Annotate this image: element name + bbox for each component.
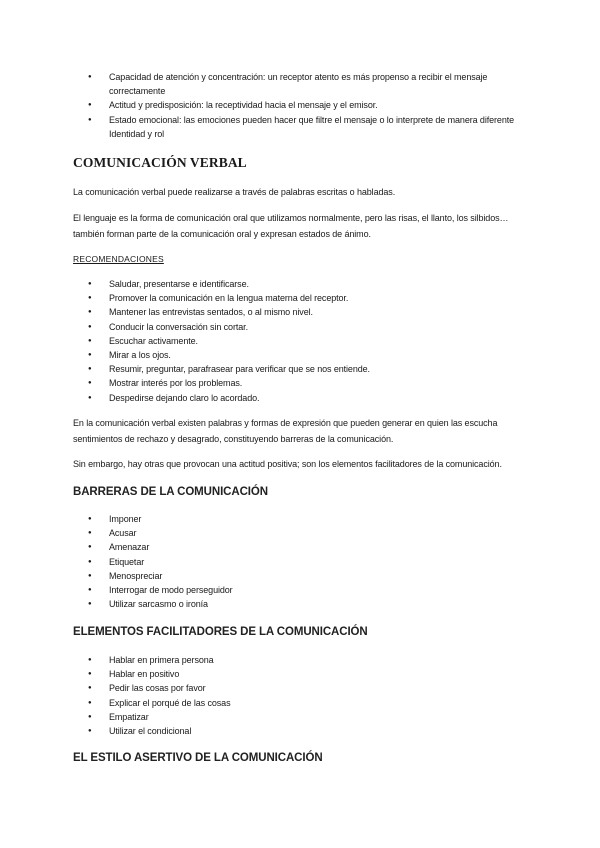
section-title-verbal: COMUNICACIÓN VERBAL <box>73 155 247 170</box>
list-item: ● Utilizar sarcasmo o ironía <box>0 597 600 611</box>
recomendaciones-label: RECOMENDACIONES <box>73 254 164 264</box>
list-item: ● Menospreciar <box>0 569 600 583</box>
list-item: ● Mostrar interés por los problemas. <box>0 376 600 390</box>
list-item: ● Etiquetar <box>0 555 600 569</box>
recomendaciones-list <box>0 277 600 405</box>
list-item: ● Capacidad de atención y concentración: un receptor atento es más propenso a recibir el mensaje correctamente <box>0 70 600 98</box>
list-item: ● Despedirse dejando claro lo acordado. <box>0 391 600 405</box>
paragraph-verbal-3: En la comunicación verbal existen palabras y formas de expresión que pueden generar en quien las escucha sentimientos de rechazo y desagrado, constituyendo barreras de la comunicación. <box>73 418 498 444</box>
list-item: ● Hablar en positivo <box>0 667 600 681</box>
list-item: ● Mantener las entrevistas sentados, o al mismo nivel. <box>0 305 600 319</box>
list-item: ● Actitud y predisposición: la receptividad hacia el mensaje y el emisor. <box>0 98 600 112</box>
list-item: ● Pedir las cosas por favor <box>0 681 600 695</box>
list-item: ● Explicar el porqué de las cosas <box>0 696 600 710</box>
list-item: ● Utilizar el condicional <box>0 724 600 738</box>
intro-list <box>0 70 600 141</box>
list-item: ● Empatizar <box>0 710 600 724</box>
paragraph-verbal-1: La comunicación verbal puede realizarse a través de palabras escritas o habladas. <box>73 187 396 197</box>
list-item: ● Escuchar activamente. <box>0 334 600 348</box>
barreras-list <box>0 512 600 611</box>
list-item: ● Conducir la conversación sin cortar. <box>0 320 600 334</box>
list-item: ● Hablar en primera persona <box>0 653 600 667</box>
section-title-asertivo: EL ESTILO ASERTIVO DE LA COMUNICACIÓN <box>73 752 323 764</box>
paragraph-verbal-2: El lenguaje es la forma de comunicación oral que utilizamos normalmente, pero las risas, el llanto, los silbidos… también forman parte de la comunicación oral y expresan estados de ánimo. <box>73 213 509 239</box>
section-title-barreras: BARRERAS DE LA COMUNICACIÓN <box>73 486 268 498</box>
list-item: ● Promover la comunicación en la lengua materna del receptor. <box>0 291 600 305</box>
list-item: ● Mirar a los ojos. <box>0 348 600 362</box>
list-item: ● Resumir, preguntar, parafrasear para verificar que se nos entiende. <box>0 362 600 376</box>
paragraph-verbal-4: Sin embargo, hay otras que provocan una actitud positiva; son los elementos facilitadores de la comunicación. <box>73 459 502 469</box>
list-item: ● Acusar <box>0 526 600 540</box>
section-title-facilitadores: ELEMENTOS FACILITADORES DE LA COMUNICACIÓN <box>73 626 368 638</box>
list-item: ● Interrogar de modo perseguidor <box>0 583 600 597</box>
list-item: ● Amenazar <box>0 540 600 554</box>
facilitadores-list <box>0 653 600 738</box>
list-item: ● Imponer <box>0 512 600 526</box>
list-item: ● Estado emocional: las emociones pueden hacer que filtre el mensaje o lo interprete de manera diferente Identidad y rol <box>0 113 600 141</box>
list-item: ● Saludar, presentarse e identificarse. <box>0 277 600 291</box>
